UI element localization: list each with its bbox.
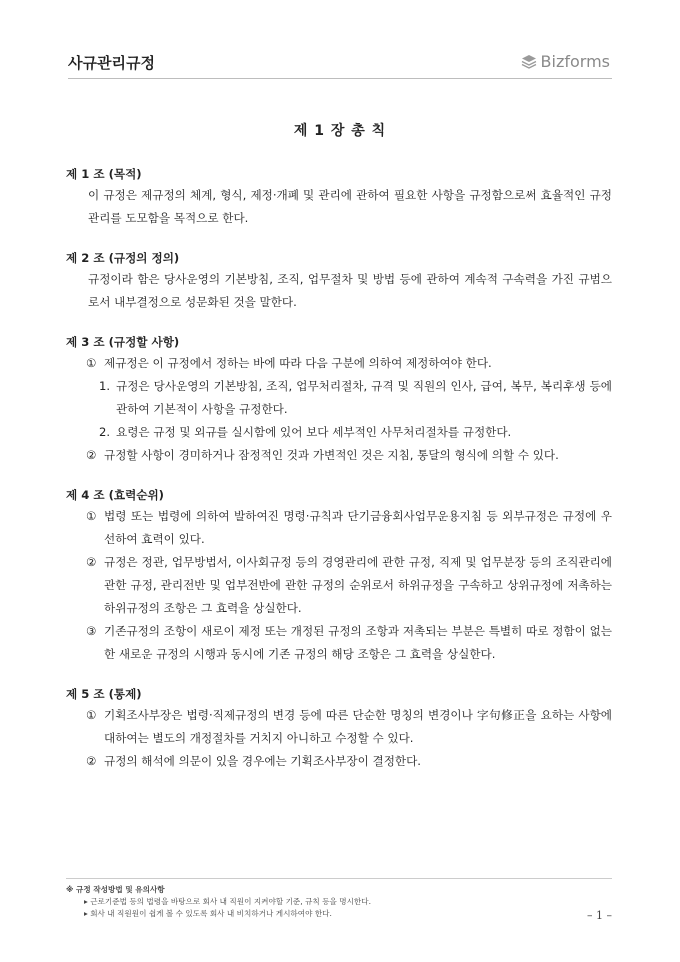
- clause-marker: ②: [86, 754, 97, 768]
- clause-marker: ①: [86, 509, 97, 523]
- document-title: 사규관리규정: [68, 54, 155, 72]
- clause-marker: ③: [86, 624, 97, 638]
- article-4: [66, 487, 612, 666]
- note-title: ※ 규정 작성방법 및 유의사항: [66, 885, 165, 894]
- clause: [66, 505, 612, 551]
- clause-text: 규정은 정관, 업무방법서, 이사회규정 등의 경영관리에 관한 규정, 직제 및 업무분장 등의 조직관리에 관한 규정, 관리전반 및 업부전반에 관한 규정의 순위로서 하위규정을 구속하고 상위규정에 저촉하는 하위규정의 조항은 그 효력을 상실한다.: [104, 555, 612, 615]
- clause-text: 기존규정의 조항이 새로이 제정 또는 개정된 규정의 조항과 저촉되는 부분은 특별히 따로 정함이 없는 한 새로운 규정의 시행과 동시에 기존 규정의 해당 조항은 그 효력을 상실한다.: [104, 624, 612, 661]
- sub-clause-text: 규정은 당사운영의 기본방침, 조직, 업무처리절차, 규격 및 직원의 인사, 급여, 복무, 복리후생 등에 관하여 기본적이 사항을 규정한다.: [116, 379, 612, 416]
- article-title: 제 1 조 (목적): [66, 167, 142, 181]
- article-2: [66, 250, 612, 314]
- article-body: 이 규정은 제규정의 체계, 형식, 제정·개폐 및 관리에 관하여 필요한 사항을 규정함으로써 효율적인 규정 관리를 도모함을 목적으로 한다.: [88, 188, 612, 225]
- brand-logo: [521, 52, 610, 71]
- clause: [66, 704, 612, 750]
- clause-text: 법령 또는 법령에 의하여 발하여진 명령·규칙과 단기금융회사업무운용지침 등 외부규정은 규정에 우선하여 효력이 있다.: [104, 509, 612, 546]
- sub-clause: [66, 375, 612, 421]
- clause-marker: ①: [86, 356, 97, 370]
- page-number: – 1 –: [587, 909, 612, 922]
- sub-clause-marker: 1.: [99, 379, 111, 393]
- article-5: [66, 686, 612, 773]
- footer-divider: [66, 878, 612, 879]
- article-title: 제 3 조 (규정할 사항): [66, 335, 180, 349]
- article-title: 제 2 조 (규정의 정의): [66, 251, 180, 265]
- article-body: 규정이라 함은 당사운영의 기본방침, 조직, 업무절차 및 방법 등에 관하여 계속적 구속력을 가진 규범으로서 내부결정으로 성문화된 것을 말한다.: [88, 272, 612, 309]
- document-body: [66, 166, 612, 793]
- article-title: 제 4 조 (효력순위): [66, 488, 164, 502]
- note-item: ▸ 회사 내 직원원이 쉽게 볼 수 있도록 회사 내 비치하거나 게시하여야 한다.: [84, 909, 332, 918]
- clause-text: 규정할 사항이 경미하거나 잠정적인 것과 가변적인 것은 지침, 통달의 형식에 의할 수 있다.: [104, 448, 559, 462]
- clause-marker: ②: [86, 448, 97, 462]
- clause-text: 기획조사부장은 법령·직제규정의 변경 등에 따른 단순한 명칭의 변경이나 字句修正을 요하는 사항에 대하여는 별도의 개정절차를 거치지 아니하고 수정할 수 있다.: [104, 708, 612, 745]
- header-divider: [68, 78, 612, 79]
- clause-marker: ②: [86, 555, 97, 569]
- clause: [66, 551, 612, 620]
- clause: [66, 444, 612, 467]
- clause-text: 규정의 해석에 의문이 있을 경우에는 기획조사부장이 결정한다.: [104, 754, 421, 768]
- clause: [66, 750, 612, 773]
- article-title: 제 5 조 (통제): [66, 687, 142, 701]
- sub-clause-text: 요령은 규정 및 외규를 실시함에 있어 보다 세부적인 사무처리절차를 규정한다.: [116, 425, 512, 439]
- chapter-title: 제 1 장 총 칙: [293, 123, 387, 139]
- stacked-layers-icon: [521, 54, 537, 70]
- clause: [66, 352, 612, 375]
- article-3: [66, 334, 612, 467]
- article-1: [66, 166, 612, 230]
- footer-note: [66, 884, 566, 920]
- sub-clause-marker: 2.: [99, 425, 111, 439]
- clause-text: 제규정은 이 규정에서 정하는 바에 따라 다음 구분에 의하여 제정하여야 한다.: [104, 356, 492, 370]
- clause-marker: ①: [86, 708, 97, 722]
- page-header: [68, 52, 612, 80]
- brand-name: Bizforms: [540, 52, 610, 71]
- clause: [66, 620, 612, 666]
- note-item: ▸ 근로기준법 등의 법령을 바탕으로 회사 내 직원이 지켜야할 기준, 규칙 등을 명시한다.: [84, 897, 372, 906]
- sub-clause: [66, 421, 612, 444]
